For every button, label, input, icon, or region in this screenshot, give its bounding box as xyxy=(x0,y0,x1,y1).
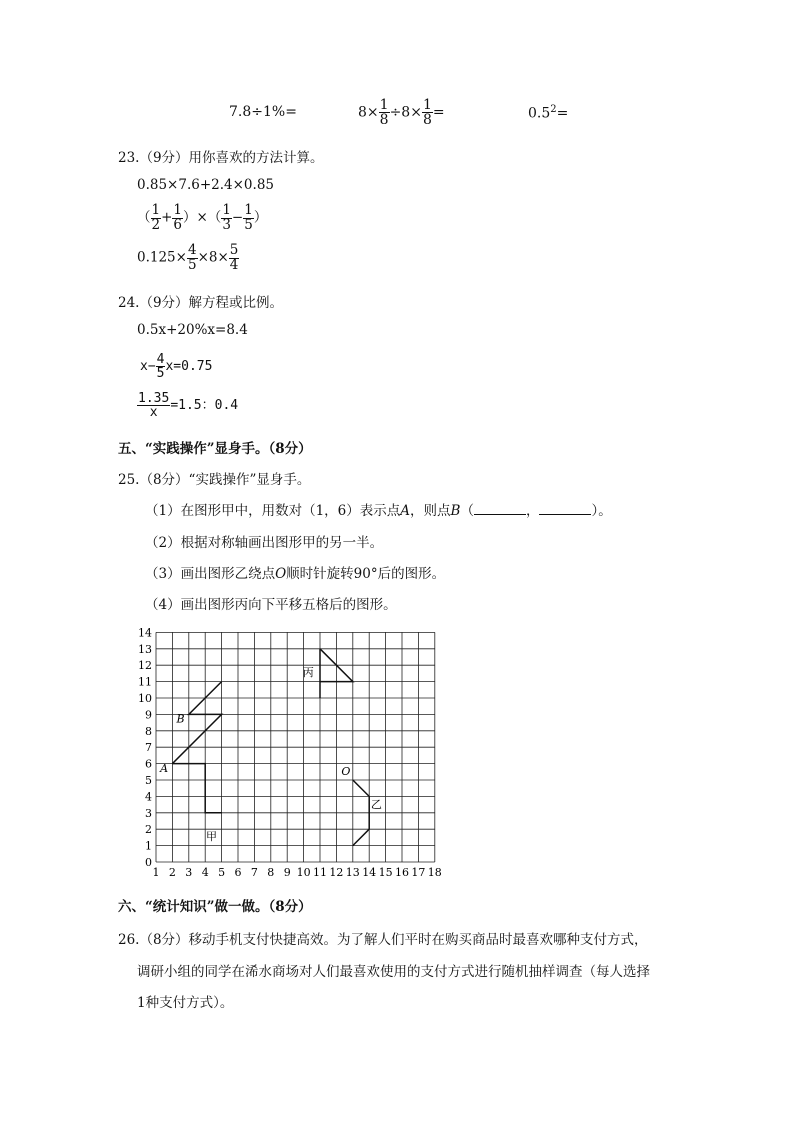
x-tick-label: 13 xyxy=(345,866,360,879)
point-label-A: A xyxy=(160,761,169,775)
y-tick-label: 5 xyxy=(145,774,152,787)
fraction: $\frac{1}{8}$ xyxy=(379,97,389,128)
q26-line-1: 26.（8分）移动手机支付快捷高效。为了解人们平时在购买商品时最喜欢哪种支付方式， xyxy=(118,932,648,948)
x-tick-label: 10 xyxy=(296,866,311,879)
y-tick-label: 11 xyxy=(138,675,152,689)
x-tick-label: 8 xyxy=(267,866,275,879)
y-tick-label: 2 xyxy=(145,823,152,837)
q24-equation-2: x− $\frac{4}{5}$ x=0.75 xyxy=(140,352,213,381)
q23-expression-3: 0.125× $\frac{4}{5}$ ×8× $\frac{5}{4}$ xyxy=(137,242,239,273)
q24-equation-1: 0.5x+20%x=8.4 xyxy=(137,322,248,338)
answer-blank-x[interactable] xyxy=(474,502,526,515)
x-tick-label: 1 xyxy=(152,866,160,879)
shape-label-bing: 丙 xyxy=(302,665,314,679)
q25-item-2: （2）根据对称轴画出图形甲的另一半。 xyxy=(145,535,384,551)
expr-part: ÷8× xyxy=(389,104,422,121)
y-tick-label: 4 xyxy=(145,790,152,804)
question-24-heading: 24.（9分）解方程或比例。 xyxy=(118,295,284,311)
expr-fraction-product xyxy=(358,98,445,127)
expr-part: = xyxy=(432,104,445,121)
q25-item-1: （1）在图形甲中，用数对（1，6）表示点A，则点B（ ， ）。 xyxy=(145,503,612,519)
x-tick-label: 14 xyxy=(362,866,377,879)
x-tick-label: 7 xyxy=(250,866,258,879)
q26-line-3: 1种支付方式）。 xyxy=(137,995,234,1011)
x-tick-label: 17 xyxy=(411,866,426,879)
question-25-heading: 25.（8分）“实践操作”显身手。 xyxy=(118,472,311,488)
section-6-title: 六、“统计知识”做一做。（8分） xyxy=(118,899,312,915)
fraction: $\frac{1}{8}$ xyxy=(422,97,432,128)
x-tick-label: 18 xyxy=(427,866,442,879)
q24-proportion: $\frac{1.35}{x}$ =1.5：0.4 xyxy=(138,391,239,420)
y-tick-label: 1 xyxy=(145,839,152,853)
shape-label-jia: 甲 xyxy=(206,829,218,843)
shape-jia-lower xyxy=(172,764,221,813)
y-tick-label: 10 xyxy=(138,692,152,705)
y-tick-label: 14 xyxy=(138,626,152,640)
expr-part: 8× xyxy=(358,104,379,121)
section-5-title: 五、“实践操作”显身手。（8分） xyxy=(118,441,312,457)
x-tick-label: 12 xyxy=(329,866,344,879)
expr-percent-division: 7.8÷1%= xyxy=(229,104,297,120)
y-tick-label: 0 xyxy=(145,856,152,869)
shape-label-yi: 乙 xyxy=(370,797,382,811)
x-tick-label: 16 xyxy=(395,866,409,879)
q23-expression-2: （ $\frac{1}{2}$ + $\frac{1}{6}$ ）×（ $\frac{1}{3}$ − $\frac{1}{5}$ ） xyxy=(137,202,268,233)
answer-blank-y[interactable] xyxy=(539,502,591,515)
y-tick-label: 13 xyxy=(138,642,152,656)
point-label-B: B xyxy=(176,712,185,726)
q23-expression-1: 0.85×7.6+2.4×0.85 xyxy=(137,177,274,193)
x-tick-label: 11 xyxy=(313,866,327,879)
y-tick-label: 8 xyxy=(145,724,152,738)
y-tick-label: 3 xyxy=(145,806,152,820)
x-tick-label: 3 xyxy=(185,866,193,879)
coordinate-grid[interactable] xyxy=(130,620,460,882)
q25-item-3: （3）画出图形乙绕点O顺时针旋转90°后的图形。 xyxy=(145,566,446,582)
question-23-heading: 23.（9分）用你喜欢的方法计算。 xyxy=(118,150,324,166)
q26-line-2: 调研小组的同学在浠水商场对人们最喜欢使用的支付方式进行随机抽样调查（每人选择 xyxy=(137,964,650,980)
q25-item-4: （4）画出图形丙向下平移五格后的图形。 xyxy=(145,597,397,613)
y-tick-label: 6 xyxy=(145,757,152,771)
expr-square: $0.5^2=$ xyxy=(528,104,569,122)
x-tick-label: 15 xyxy=(378,866,393,879)
x-tick-label: 4 xyxy=(201,866,209,879)
y-tick-label: 12 xyxy=(138,659,152,673)
x-tick-label: 6 xyxy=(234,866,242,879)
y-tick-label: 9 xyxy=(145,708,152,722)
grid-lines xyxy=(156,632,435,862)
x-tick-label: 9 xyxy=(283,866,291,879)
point-label-O: O xyxy=(341,765,351,779)
x-tick-label: 5 xyxy=(218,866,226,879)
x-tick-label: 2 xyxy=(168,866,176,879)
y-tick-label: 7 xyxy=(145,741,152,755)
